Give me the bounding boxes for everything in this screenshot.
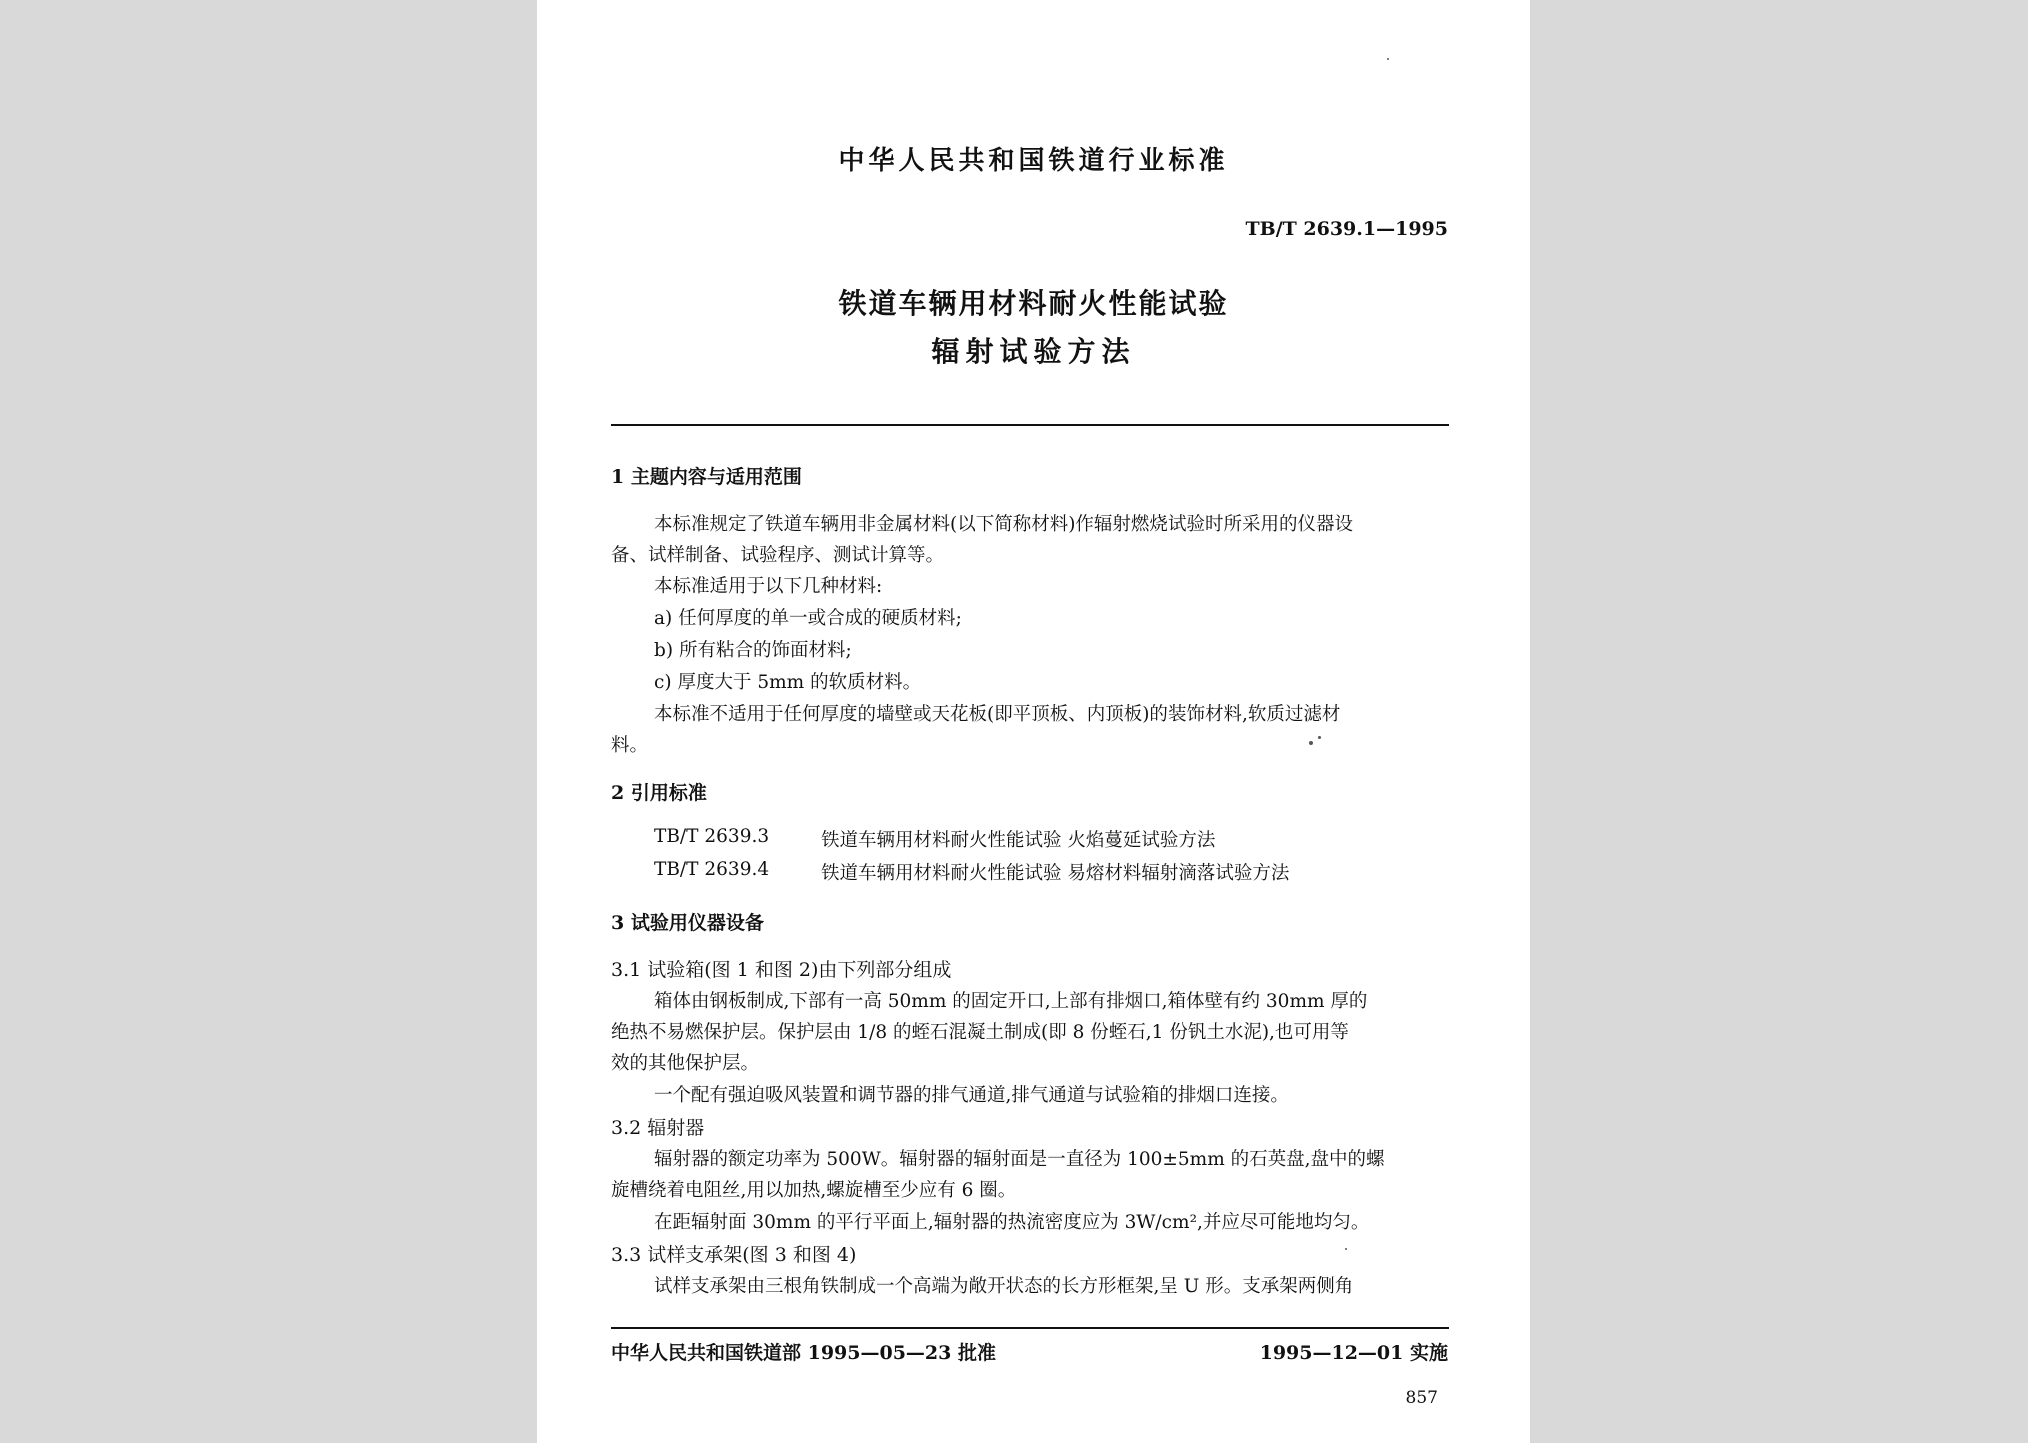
section1-paragraph3-line1: 本标准不适用于任何厚度的墙壁或天花板(即平顶板、内顶板)的装饰材料,软质过滤材 [654,704,1341,725]
reference-title-1: 铁道车辆用材料耐火性能试验 火焰蔓延试验方法 [821,830,1216,851]
section3-1-paragraph1-line3: 效的其他保护层。 [611,1053,760,1074]
section3-1-paragraph1-line2: 绝热不易燃保护层。保护层由 1/8 的蛭石混凝土制成(即 8 份蛭石,1 份钒土水泥),也可用等 [611,1022,1349,1043]
section1-paragraph2: 本标准适用于以下几种材料: [654,576,883,597]
section3-2-paragraph1-line2: 旋槽绕着电阻丝,用以加热,螺旋槽至少应有 6 圈。 [611,1180,1017,1201]
header-divider [611,424,1449,426]
effective-date: 1995—12—01 实施 [1259,1342,1448,1364]
scan-speck [1309,741,1313,745]
section3-1-paragraph1-line1: 箱体由钢板制成,下部有一高 50mm 的固定开口,上部有排烟口,箱体壁有约 30mm 厚的 [654,991,1368,1012]
document-title-line1: 铁道车辆用材料耐火性能试验 [838,287,1229,320]
section3-2-paragraph1-line1: 辐射器的额定功率为 500W。辐射器的辐射面是一直径为 100±5mm 的石英盘,盘中的螺 [654,1149,1385,1170]
section3-3-heading: 3.3 试样支承架(图 3 和图 4) [611,1244,857,1266]
reference-title-2: 铁道车辆用材料耐火性能试验 易熔材料辐射滴落试验方法 [821,863,1290,884]
document-page [537,0,1530,1443]
issuing-organization: 中华人民共和国铁道行业标准 [838,146,1229,176]
standard-code: TB/T 2639.1—1995 [1245,218,1448,240]
scan-speck [1345,1248,1347,1250]
section1-heading: 1 主题内容与适用范围 [611,466,802,488]
section3-2-paragraph2: 在距辐射面 30mm 的平行平面上,辐射器的热流密度应为 3W/cm²,并应尽可能地均匀。 [654,1212,1370,1233]
section1-paragraph1-line1: 本标准规定了铁道车辆用非金属材料(以下简称材料)作辐射燃烧试验时所采用的仪器设 [654,514,1353,535]
section1-item-b: b) 所有粘合的饰面材料; [654,640,852,661]
section3-heading: 3 试验用仪器设备 [611,912,764,934]
section1-item-c: c) 厚度大于 5mm 的软质材料。 [654,672,922,693]
section2-heading: 2 引用标准 [611,782,707,804]
section1-paragraph1-line2: 备、试样制备、试验程序、测试计算等。 [611,545,945,566]
section3-1-paragraph2: 一个配有强迫吸风装置和调节器的排气通道,排气通道与试验箱的排烟口连接。 [654,1085,1289,1106]
section3-3-paragraph1: 试样支承架由三根角铁制成一个高端为敞开状态的长方形框架,呈 U 形。支承架两侧角 [654,1276,1354,1297]
reference-code-2: TB/T 2639.4 [654,859,770,880]
section3-1-heading: 3.1 试验箱(图 1 和图 2)由下列部分组成 [611,959,952,981]
page-number: 857 [1405,1388,1438,1408]
approval-statement: 中华人民共和国铁道部 1995—05—23 批准 [611,1342,996,1364]
section3-2-heading: 3.2 辐射器 [611,1117,705,1139]
scan-speck [1387,58,1389,60]
document-title-line2: 辐射试验方法 [931,335,1136,368]
scan-speck [1318,736,1321,739]
footer-divider [611,1327,1449,1329]
section1-item-a: a) 任何厚度的单一或合成的硬质材料; [654,608,962,629]
reference-code-1: TB/T 2639.3 [654,826,770,847]
section1-paragraph3-line2: 料。 [611,735,649,756]
